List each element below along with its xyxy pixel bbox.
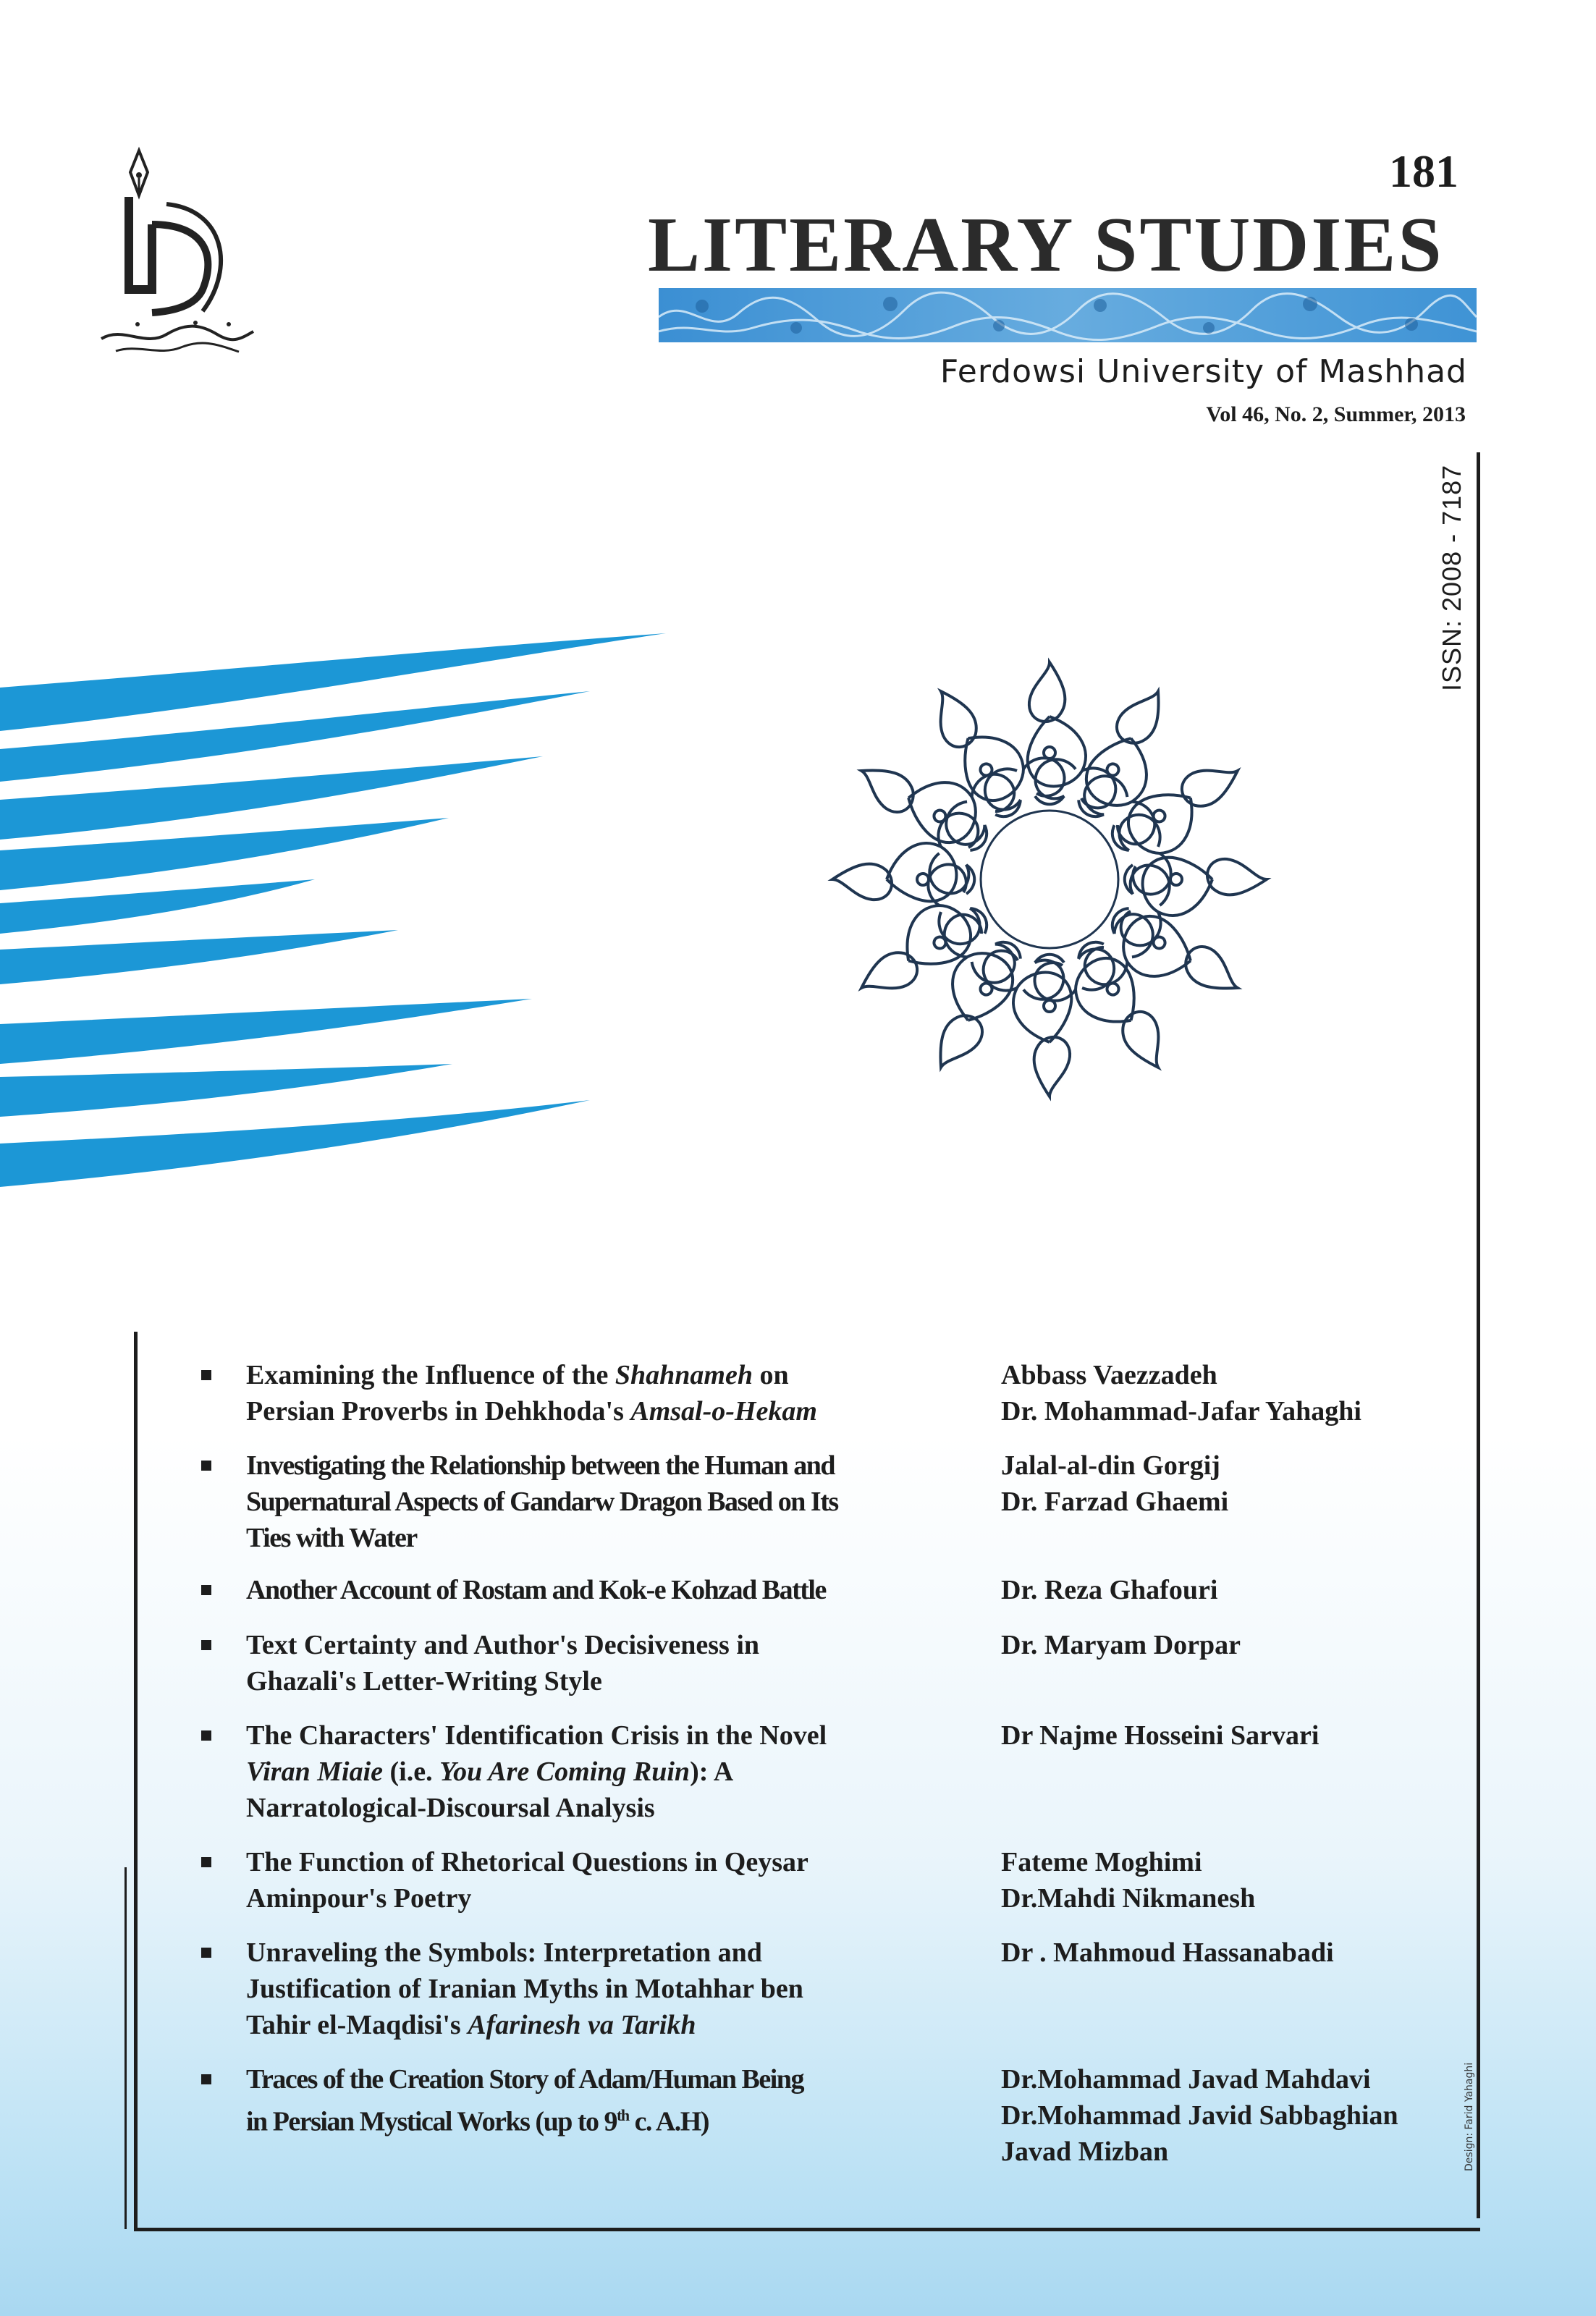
decorative-tile-band xyxy=(659,288,1477,342)
bullet-icon xyxy=(201,1585,211,1595)
article-authors xyxy=(1001,2061,1464,2170)
article-authors xyxy=(1001,1627,1464,1663)
article-authors xyxy=(1001,1448,1464,1520)
author-name: Dr.Mahdi Nikmanesh xyxy=(1001,1883,1256,1914)
article-title: Traces of the Creation Story of Adam/Human Being in Persian Mystical Works (up to 9th c. A.H) xyxy=(246,2064,803,2137)
issue-number: 181 xyxy=(1389,145,1458,197)
author-name: Dr. Reza Ghafouri xyxy=(1001,1575,1218,1605)
volume-info: Vol 46, No. 2, Summer, 2013 xyxy=(1206,402,1466,426)
contents-frame-inner-left xyxy=(124,1867,127,2229)
article-title: Unraveling the Symbols: Interpretation and Justification of Iranian Myths in Motahhar ben Tahir el-Maqdisi's Afarinesh va Tarikh xyxy=(246,1937,803,2040)
bullet-icon xyxy=(201,1640,211,1650)
bullet-icon xyxy=(201,1461,211,1471)
article-authors xyxy=(1001,1357,1464,1429)
university-name: Ferdowsi University of Mashhad xyxy=(940,353,1467,390)
bullet-icon xyxy=(201,1857,211,1867)
article-title: Examining the Influence of the Shahnameh on Persian Proverbs in Dehkhoda's Amsal-o-Hekam xyxy=(246,1360,817,1427)
author-name: Jalal-al-din Gorgij xyxy=(1001,1450,1220,1481)
article-title: The Characters' Identification Crisis in the Novel Viran Miaie (i.e. You Are Coming Ruin): A Narratological-Discoursal Analysis xyxy=(246,1720,827,1823)
blue-blades-graphic xyxy=(0,622,673,1245)
author-name: Dr Najme Hosseini Sarvari xyxy=(1001,1720,1320,1751)
author-name: Abbass Vaezzadeh xyxy=(1001,1360,1217,1390)
author-name: Dr. Maryam Dorpar xyxy=(1001,1630,1241,1660)
bullet-icon xyxy=(201,2074,211,2084)
vertical-rule xyxy=(1477,452,1480,2218)
contents-frame-left xyxy=(134,1332,138,2229)
university-logo-icon xyxy=(94,145,261,362)
journal-title: LITERARY STUDIES xyxy=(648,202,1444,288)
author-name: Dr . Mahmoud Hassanabadi xyxy=(1001,1937,1334,1968)
design-credit: Design: Farid Yahaghi xyxy=(1464,2062,1475,2171)
contents-frame-bottom xyxy=(134,2228,1480,2231)
bullet-icon xyxy=(201,1730,211,1741)
article-title: The Function of Rhetorical Questions in Qeysar Aminpour's Poetry xyxy=(246,1847,808,1914)
author-name: Dr. Farzad Ghaemi xyxy=(1001,1487,1229,1517)
author-name: Fateme Moghimi xyxy=(1001,1847,1202,1877)
article-authors xyxy=(1001,1572,1464,1608)
article-authors xyxy=(1001,1717,1464,1754)
article-title: Text Certainty and Author's Decisiveness in Ghazali's Letter-Writing Style xyxy=(246,1630,760,1696)
article-authors xyxy=(1001,1935,1464,1971)
author-name: Dr.Mohammad Javid Sabbaghian xyxy=(1001,2100,1398,2131)
bullet-icon xyxy=(201,1948,211,1958)
article-title: Another Account of Rostam and Kok-e Kohzad Battle xyxy=(246,1575,826,1605)
bullet-icon xyxy=(201,1370,211,1380)
issn: ISSN: 2008 - 7187 xyxy=(1437,464,1466,691)
author-name: Dr. Mohammad-Jafar Yahaghi xyxy=(1001,1396,1361,1427)
author-name: Dr.Mohammad Javad Mahdavi xyxy=(1001,2064,1371,2095)
author-name: Javad Mizban xyxy=(1001,2137,1169,2167)
article-authors xyxy=(1001,1844,1464,1916)
article-title: Investigating the Relationship between the Human and Supernatural Aspects of Gandarw Dragon Based on Its Ties with Water xyxy=(246,1450,838,1553)
arabesque-ornament-icon xyxy=(825,655,1274,1104)
